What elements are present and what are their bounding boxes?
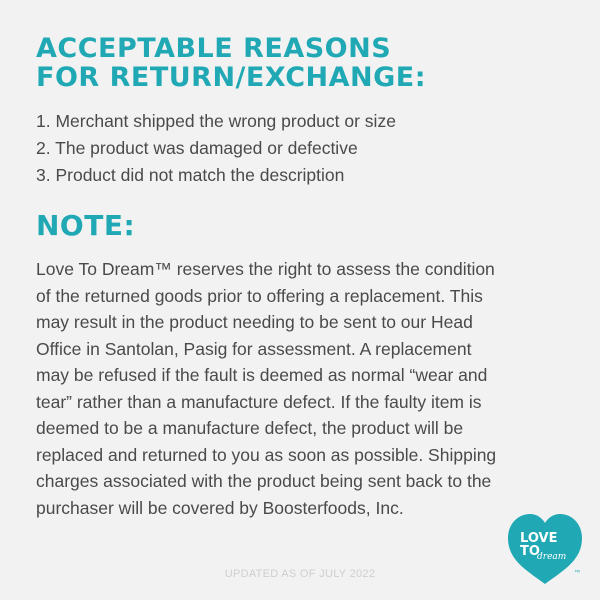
note-line: may be refused if the fault is deemed as normal “wear and (36, 365, 488, 385)
note-line: Love To Dream™ reserves the right to assess the condition (36, 259, 495, 279)
logo-line-love: LOVE (520, 531, 558, 546)
reasons-list (36, 108, 396, 189)
logo-line-to: TO (520, 544, 540, 559)
note-line: tear” rather than a manufacture defect. If the faulty item is (36, 391, 482, 412)
note-line: purchaser will be covered by Boosterfoods, Inc. (36, 497, 404, 518)
note-line: charges associated with the product being sent back to the (36, 471, 492, 491)
logo-trademark: ™ (574, 570, 580, 576)
note-line: replaced and returned to you as soon as possible. Shipping (36, 444, 497, 465)
page-title-line-2: FOR RETURN/EXCHANGE: (36, 62, 427, 93)
note-heading: NOTE: (36, 209, 136, 242)
reason-item: 2. The product was damaged or defective (36, 138, 358, 158)
page-title-line-1: ACCEPTABLE REASONS (36, 33, 392, 64)
note-line: may result in the product needing to be sent to our Head (36, 312, 473, 332)
note-line: Office in Santolan, Pasig for assessment. A replacement (36, 338, 472, 359)
updated-date-footer: UPDATED AS OF JULY 2022 (224, 568, 376, 580)
note-line: of the returned goods prior to offering a replacement. This (36, 285, 483, 306)
note-body (36, 256, 576, 521)
love-to-dream-logo (506, 510, 584, 586)
reason-item: 1. Merchant shipped the wrong product or size (36, 111, 396, 131)
reason-item: 3. Product did not match the description (36, 165, 345, 185)
note-line: deemed to be a manufacture defect, the product will be (36, 418, 464, 438)
logo-script-dream: dream (537, 552, 567, 562)
